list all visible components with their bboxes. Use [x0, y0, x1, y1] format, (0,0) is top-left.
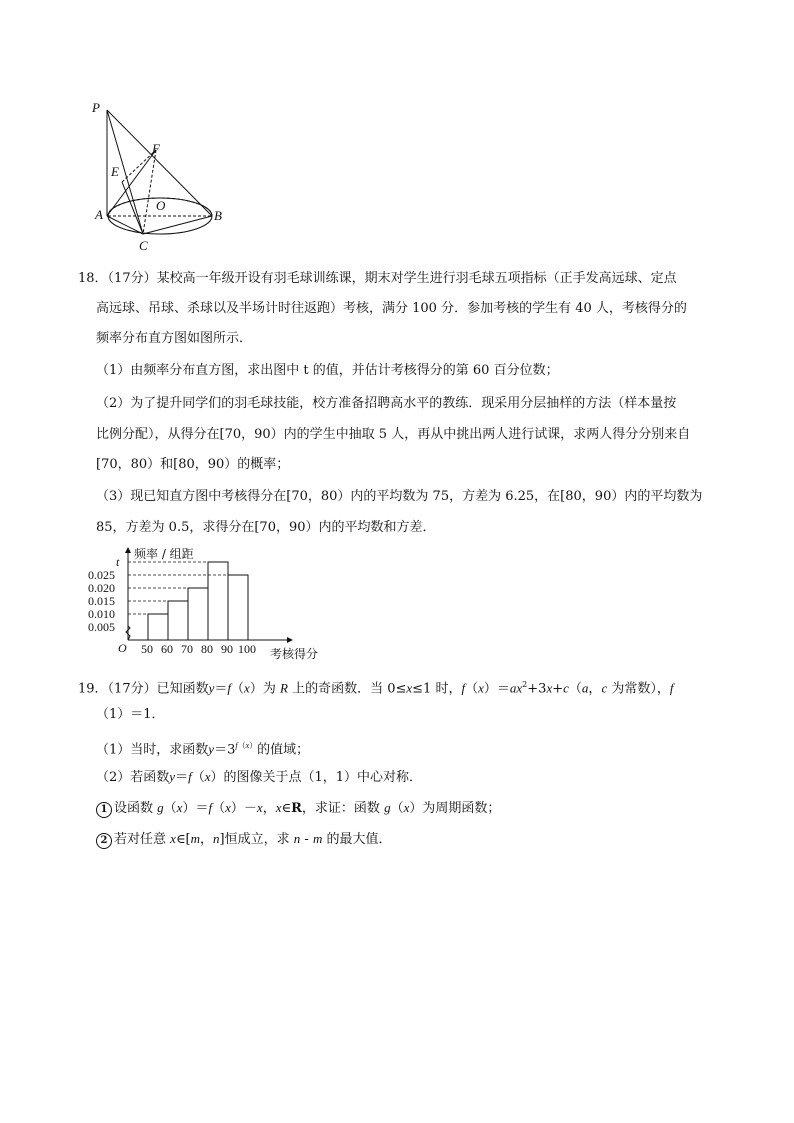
q19-sub2-a: 若对任意	[114, 832, 167, 847]
label-E: E	[111, 164, 119, 179]
bar-70-80	[188, 588, 208, 640]
q19-part2-b: 的图像关于点（1，1）中心对称．	[223, 770, 423, 785]
x-tick-label: 80	[201, 642, 213, 656]
q19-line1: 19．（17分）已知函数y＝f（x）为 R 上的奇函数．当 0≤x≤1 时，$f(x)=ax^2+3x+c(a$，c 为常数），f	[78, 680, 674, 697]
q18-part2-line2: 比例分配），从得分在[70，90）内的学生中抽取 5 人，再从中挑出两人进行试课，求两人得分分别来自	[96, 427, 691, 442]
y-tick-label: 0.005	[88, 620, 115, 634]
t-label: t	[116, 555, 120, 569]
q19-text-b: 为	[262, 681, 276, 697]
x-tick-label: 60	[161, 642, 173, 656]
label-A: A	[95, 207, 103, 222]
origin-label: O	[118, 641, 127, 655]
y-tick-label: 0.020	[88, 581, 115, 595]
q18-line1: 18．（17分）某校高一年级开设有羽毛球训练课，期末对学生进行羽毛球五项指标（正手发高远球、定点	[78, 271, 677, 286]
q18-line3: 频率分布直方图如图所示．	[96, 331, 253, 346]
y-axis-label: 频率 / 组距	[134, 547, 194, 561]
x-tick-label: 50	[141, 642, 153, 656]
label-C: C	[139, 238, 148, 253]
q19-sub2-b: 恒成立，求	[224, 832, 290, 847]
bar-80-90	[208, 562, 228, 640]
bar-90-100	[228, 575, 248, 640]
y-tick-label: 0.010	[88, 607, 115, 621]
label-B: B	[214, 208, 222, 223]
q19-part1: （1）当时，求函数$y=3^{f(x)}$的值域；	[96, 741, 310, 758]
bar-50-60	[148, 614, 168, 640]
q18-part3-line2: 85，方差为 0.5，求得分在[70，90）内的平均数和方差．	[96, 520, 436, 535]
q18-part1: （1）由频率分布直方图，求出图中 t 的值，并估计考核得分的第 60 百分位数；	[96, 363, 559, 378]
q19-text-e: （	[568, 681, 582, 697]
label-P: P	[92, 100, 100, 115]
q19-line2: （1）＝1．	[96, 707, 165, 722]
x-tick-label: 90	[221, 642, 233, 656]
q19-sub2-c: 的最大值．	[326, 832, 392, 847]
q19-text-a: 19．（17分）已知函数	[78, 681, 209, 697]
q19-text-c: 上的奇函数．当 0≤	[292, 681, 407, 697]
q19-part2: （2）若函数y＝f（x）的图像关于点（1，1）中心对称．	[96, 769, 423, 785]
q19-part2-a: （2）若函数	[96, 770, 170, 785]
y-tick-label: 0.015	[88, 594, 115, 608]
q19-part1-b: 的值域；	[257, 742, 310, 758]
x-tick-label: 70	[181, 642, 193, 656]
bar-60-70	[168, 601, 188, 640]
q19-sub1-b: ，求证：函数	[301, 801, 380, 816]
x-tick-label: 100	[238, 642, 256, 656]
q18-line2: 高远球、吊球、杀球以及半场计时往返跑）考核，满分 100 分．参加考核的学生有 40 人，考核得分的	[96, 301, 687, 316]
q18-part2-line1: （2）为了提升同学们的羽毛球技能，校方准备招聘高水平的教练．现采用分层抽样的方法（样本量按	[96, 396, 677, 411]
frequency-histogram	[88, 540, 348, 660]
label-F: F	[152, 141, 160, 156]
q18-part3-line1: （3）现已知直方图中考核得分在[70，80）内的平均数为 75，方差为 6.25，在[80，90）内的平均数为	[96, 489, 703, 504]
q19-sub1-a: 设函数	[114, 801, 154, 816]
q19-sub2: 2 若对任意 x∈[m，n]恒成立，求 n - m 的最大值．	[96, 830, 392, 849]
circled-number-1: 1	[96, 802, 112, 818]
label-O: O	[156, 198, 166, 213]
q19-sub1-c: 为周期函数；	[422, 801, 501, 816]
circled-number-2: 2	[96, 833, 112, 849]
cone-figure	[86, 96, 236, 261]
q19-sub1: 1 设函数 g（x）＝f（x）－x，x∈R，求证：函数 g（x）为周期函数；	[96, 799, 500, 818]
y-tick-label: 0.025	[88, 568, 115, 582]
x-axis-label: 考核得分	[270, 647, 319, 660]
q19-text-f: 为常数），	[611, 681, 670, 697]
q19-text-d: ≤1 时，	[412, 681, 462, 697]
q18-part2-line3: [70，80）和[80，90）的概率；	[96, 457, 290, 472]
q19-part1-a: （1）当时，求函数	[96, 742, 209, 758]
